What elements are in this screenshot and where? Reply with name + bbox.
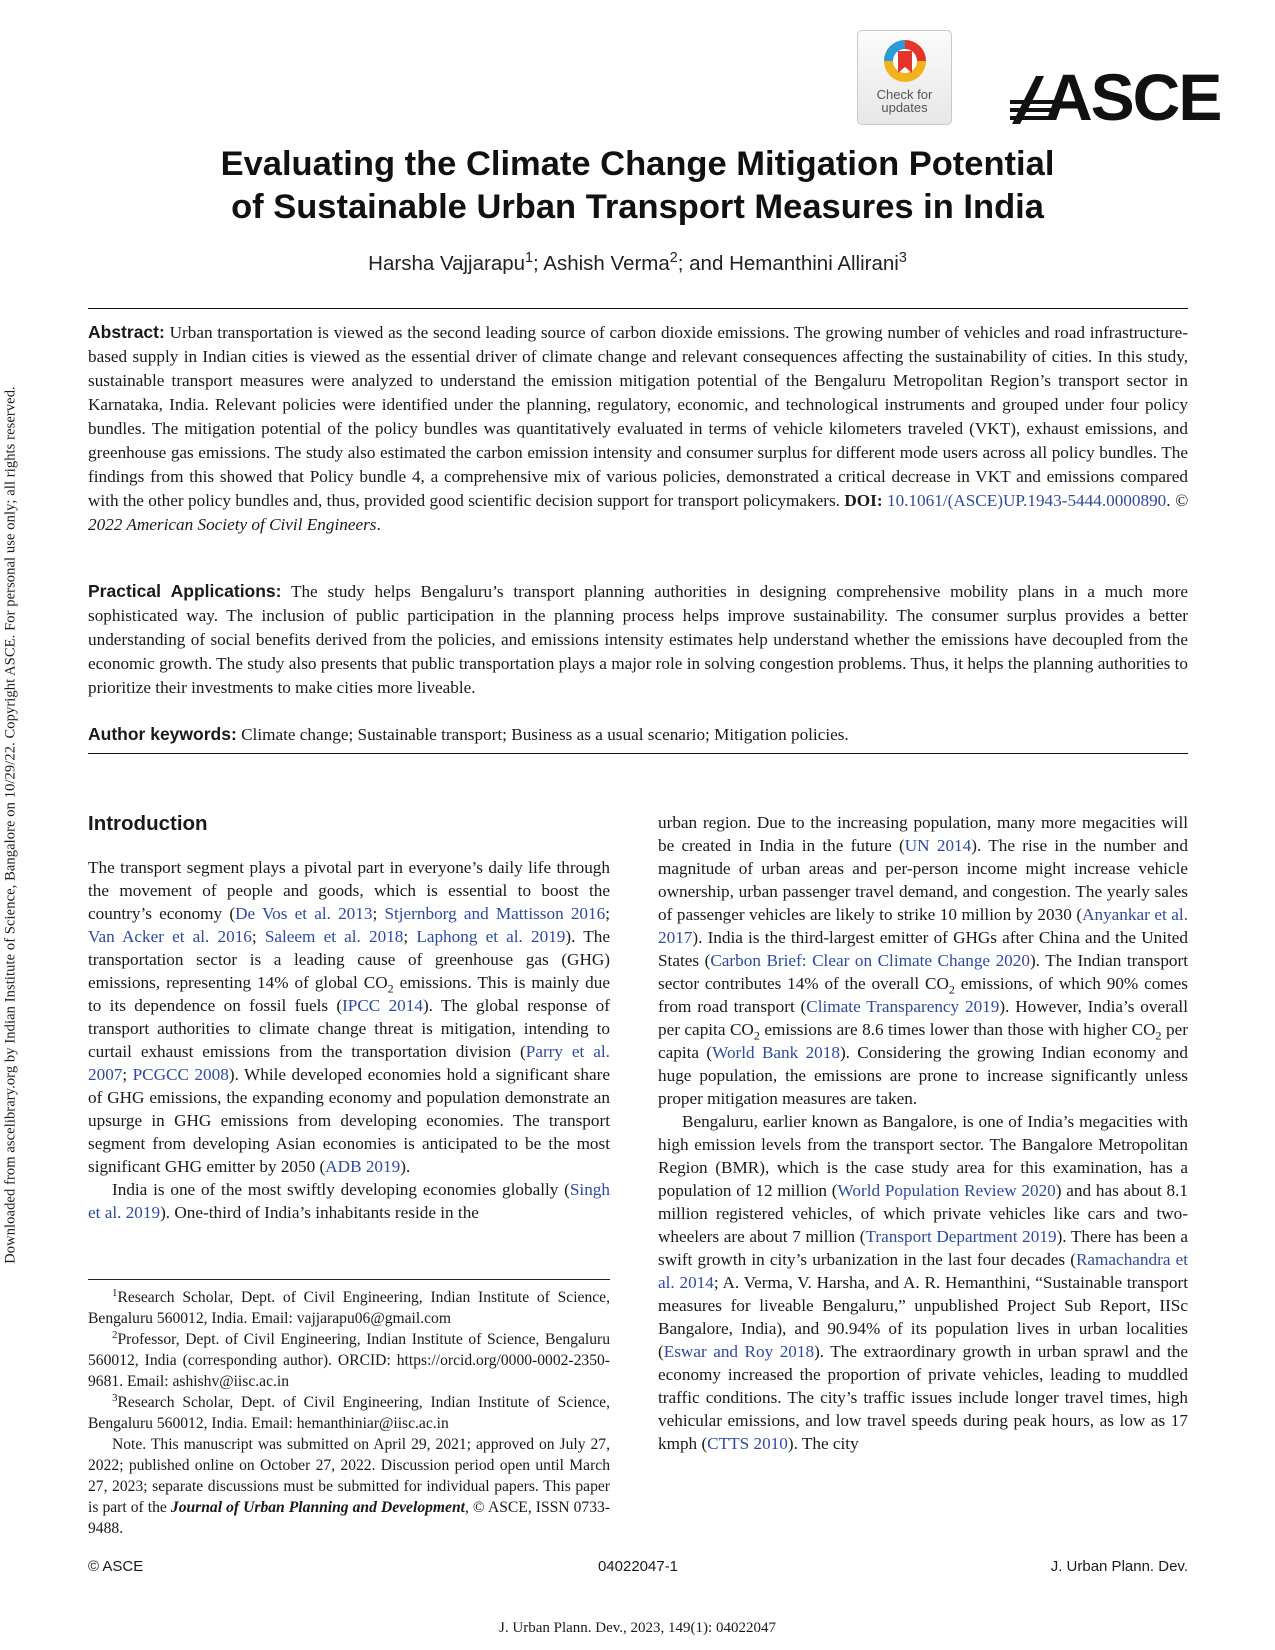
text-run: ). The transportation sector is a leading cause of greenhouse gas (GHG) emissions, representing 14% of global CO — [88, 927, 610, 992]
text-run: ). However, India’s overall per capita CO — [658, 997, 1188, 1039]
author-keywords — [88, 722, 1188, 747]
citation-link[interactable]: World Bank 2018 — [712, 1043, 840, 1062]
text-run: emissions, of which 90% comes from road transport ( — [658, 974, 1188, 1016]
citation-link[interactable]: Climate Transparency 2019 — [806, 997, 1000, 1016]
text-run: ; — [122, 1065, 133, 1084]
citation-link[interactable]: ADB 2019 — [325, 1157, 401, 1176]
text-run: ; — [605, 904, 610, 923]
footnote — [88, 1329, 610, 1392]
paper-title-line-2: of Sustainable Urban Transport Measures in India — [231, 188, 1044, 226]
citation-link[interactable]: UN 2014 — [904, 836, 972, 855]
text-run: ). One-third of India’s inhabitants reside in the — [160, 1203, 479, 1222]
section-heading-introduction: Introduction — [88, 812, 208, 835]
crossmark-icon — [881, 37, 929, 87]
footnote-text: Research Scholar, Dept. of Civil Engineering, Indian Institute of Science, Bengaluru 560012, India. Email: hemanthiniar@iisc.ac.in — [88, 1394, 610, 1432]
citation-link[interactable]: Anyankar et al. 2017 — [658, 905, 1188, 947]
subscript: 2 — [753, 1028, 760, 1043]
asce-logo-text: ASCE — [1045, 60, 1221, 134]
footer-publisher: © ASCE — [88, 1558, 144, 1575]
author-name: Harsha Vajjarapu — [368, 252, 526, 275]
left-column — [88, 856, 610, 1224]
footnote-mark: 3 — [112, 1391, 118, 1404]
text-run: ). India is the third-largest emitter of GHGs after China and the United States ( — [658, 928, 1188, 970]
doi-label: DOI: — [844, 491, 883, 510]
text-run: ). There has been a swift growth in city’s urbanization in the last four decades ( — [658, 1227, 1188, 1269]
citation-link[interactable]: PCGCC 2008 — [132, 1065, 229, 1084]
footer-article-number: 04022047-1 — [597, 1558, 679, 1575]
subscript: 2 — [387, 981, 394, 996]
footnote — [88, 1287, 610, 1329]
text-run: ). The extraordinary growth in urban sprawl and the economy increased the proportion of private vehicles, leading to muddled traffic conditions. The city’s traffic issues include longer travel times, high vehicular emissions, and low travel speeds during peak hours, as low as 17 kmph ( — [658, 1342, 1189, 1453]
author-keywords-body: Climate change; Sustainable transport; Business as a usual scenario; Mitigation policies. — [241, 725, 849, 744]
text-run: ; — [251, 927, 265, 946]
practical-applications-heading: Practical Applications: — [88, 581, 282, 601]
citation-link[interactable]: Laphong et al. 2019 — [416, 927, 566, 946]
author-separator: ; — [533, 252, 544, 275]
author-affiliation-mark: 1 — [525, 250, 534, 267]
footnote-text: , © ASCE, ISSN 0733-9488. — [88, 1499, 611, 1537]
author-affiliation-mark: 3 — [898, 250, 907, 267]
citation-link[interactable]: Transport Department 2019 — [865, 1227, 1057, 1246]
paragraph — [658, 1110, 1188, 1455]
subscript: 2 — [948, 982, 955, 997]
text-run: ). — [400, 1157, 411, 1176]
bottom-citation: J. Urban Plann. Dev., 2023, 149(1): 04022047 — [499, 1620, 776, 1636]
author-name: Ashish Verma — [543, 252, 670, 275]
citation-link[interactable]: Stjernborg and Mattisson 2016 — [384, 904, 606, 923]
text-run: ). The city — [787, 1434, 859, 1453]
check-for-updates-button[interactable] — [857, 30, 952, 125]
citation-link[interactable]: CTTS 2010 — [707, 1434, 788, 1453]
author-list — [120, 252, 1155, 276]
check-for-updates-label: Check for updates — [876, 87, 933, 115]
text-run: urban region. Due to the increasing population, many more megacities will be created in India in the future ( — [658, 813, 1188, 855]
text-run: The transport segment plays a pivotal part in everyone’s daily life through the movement of people and goods, which is essential to boost the country’s economy ( — [88, 858, 610, 923]
citation-link[interactable]: Singh et al. 2019 — [88, 1180, 610, 1222]
citation-link[interactable]: Parry et al. 2007 — [88, 1042, 610, 1084]
paragraph — [88, 856, 610, 1178]
citation-link[interactable]: Ramachandra et al. 2014 — [658, 1250, 1188, 1292]
text-run: ; — [403, 927, 417, 946]
footnotes — [88, 1287, 610, 1539]
text-run: ; A. Verma, V. Harsha, and A. R. Hemanthini, “Sustainable transport measures for liveable Bengaluru,” unpublished Project Sub Report, IISc Bangalore, India), and 90.94% of its population lives in urban localities ( — [658, 1273, 1189, 1361]
text-run: ). The Indian transport sector contributes 14% of the overall CO — [658, 951, 1189, 993]
download-notice-text: Downloaded from ascelibrary.org by Indian Institute of Science, Bangalore on 10/29/22. Copyright ASCE. For personal use only; all rights reserved. — [2, 386, 19, 1264]
citation-link[interactable]: De Vos et al. 2013 — [235, 904, 373, 923]
journal-name: Journal of Urban Planning and Development — [170, 1499, 465, 1516]
practical-applications-body: The study helps Bengaluru’s transport planning authorities in designing comprehensive mobility plans in a much more sophisticated way. The inclusion of public participation in the planning process helps improve sustainability. The consumer surplus provides a better understanding of social benefits derived from the policies, and emissions intensity estimates help understand whether the emissions have decoupled from the economic growth. The study also presents that public transportation plays a major role in solving congestion problems. Thus, it helps the planning authorities to prioritize their investments to make cities more liveable. — [88, 582, 1188, 697]
asce-logo — [1010, 60, 1221, 134]
keywords-divider — [88, 753, 1188, 754]
paragraph — [658, 811, 1188, 1110]
citation-link[interactable]: Carbon Brief: Clear on Climate Change 2020 — [710, 951, 1030, 970]
author-affiliation-mark: 2 — [669, 250, 678, 267]
footnote-mark: 1 — [112, 1286, 118, 1299]
citation-link[interactable]: World Population Review 2020 — [837, 1181, 1056, 1200]
doi-link[interactable]: 10.1061/(ASCE)UP.1943-5444.0000890 — [886, 491, 1167, 510]
footnote-text: Professor, Dept. of Civil Engineering, Indian Institute of Science, Bengaluru 560012, India (corresponding author). ORCID: https://orcid.org/0000-0002-2350-9681. Email: ashishv@iisc.ac.in — [88, 1331, 610, 1390]
footer-journal: J. Urban Plann. Dev. — [1050, 1558, 1188, 1575]
footnote-text: Note. This manuscript was submitted on April 29, 2021; approved on July 27, 2022; published online on October 27, 2022. Discussion period open until March 27, 2023; separate discussions must be submitted for individual papers. This paper is part of the — [88, 1436, 610, 1516]
copyright-notice: © 2022 American Society of Civil Engineers — [88, 491, 1189, 534]
text-run: India is one of the most swiftly developing economies globally ( — [112, 1180, 570, 1199]
text-run: ; — [372, 904, 385, 923]
abstract-body: Urban transportation is viewed as the second leading source of carbon dioxide emissions. The growing number of vehicles and road infrastructure-based supply in Indian cities is viewed as the essential driver of climate change and relevant consequences affecting the sustainability of cities. In this study, sustainable transport measures were analyzed to understand the emission mitigation potential of the Bengaluru Metropolitan Region’s transport sector in Karnataka, India. Relevant policies were identified under the planning, regulatory, economic, and technological instruments and grouped under four policy bundles. The mitigation potential of the policy bundles was quantitatively evaluated in terms of vehicle kilometers traveled (VKT), exhaust emissions, and greenhouse gas emissions. The study also estimated the carbon emission intensity and consumer surplus for different mode users across all policy bundles. The findings from this showed that Policy bundle 4, a comprehensive mix of various policies, demonstrated a critical decrease in VKT and emissions compared with the other policy bundles and, thus, provided good scientific decision support for transport policymakers. — [88, 323, 1189, 510]
citation-link[interactable]: Eswar and Roy 2018 — [663, 1342, 815, 1361]
citation-link[interactable]: Van Acker et al. 2016 — [88, 927, 252, 946]
text-run: ). The global response of transport authorities to climate change threat is mitigation, intending to curtail exhaust emissions from the transportation division ( — [88, 996, 610, 1061]
text-run: emissions. This is mainly due to its dependence on fossil fuels ( — [88, 973, 610, 1015]
right-column — [658, 811, 1188, 1455]
text-run: ). The rise in the number and magnitude of urban areas and per-person income might increase vehicle ownership, urban passenger travel demand, and congestion. The yearly sales of passenger vehicles are likely to strike 10 million by 2030 ( — [658, 836, 1188, 924]
footnote-mark: 2 — [112, 1328, 118, 1341]
text-run: emissions are 8.6 times lower than those with higher CO — [759, 1020, 1156, 1039]
text-run: Bengaluru, earlier known as Bangalore, is one of India’s megacities with high emission levels from the transport sector. The Bangalore Metropolitan Region (BMR), which is the case study area for this examination, has a population of 12 million ( — [658, 1112, 1188, 1200]
text-run: ). Considering the growing Indian economy and huge population, the emissions are prone to increase significantly unless proper mitigation measures are taken. — [658, 1043, 1188, 1108]
download-notice — [4, 330, 18, 1320]
text-run: ) and has about 8.1 million registered vehicles, of which private vehicles like cars and two-wheelers are about 7 million ( — [658, 1181, 1188, 1246]
abstract-heading: Abstract: — [88, 322, 165, 342]
practical-applications — [88, 579, 1188, 700]
text-run: per capita ( — [658, 1020, 1188, 1062]
subscript: 2 — [1155, 1028, 1162, 1043]
abstract: Abstract: Urban transportation is viewed as the second leading source of carbon dioxide emissions. The growing number of vehicles and road infrastructure-based supply in Indian cities is viewed as the essential driver of climate change and relevant consequences affecting the sustainability of cities. In this study, sustainable transport measures were analyzed to understand the emission mitigation potential of the Bengaluru Metropolitan Region’s transport sector in Karnataka, India. Relevant policies were identified under the planning, regulatory, economic, and technological instruments and grouped under four policy bundles. The mitigation potential of the policy bundles was quantitatively evaluated in terms of vehicle kilometers traveled (VKT), exhaust emissions, and greenhouse gas emissions. The study also estimated the carbon emission intensity and consumer surplus for different mode users across all policy bundles. The findings from this showed that Policy bundle 4, a comprehensive mix of various policies, demonstrated a critical decrease in VKT and emissions compared with the other policy bundles and, thus, provided good scientific decision support for transport policymakers. DOI: 10.1061/(ASCE)UP.1943-5444.0000890. © 2022 American Society of Civil Engineers. — [88, 322, 1189, 534]
footnote-divider — [88, 1279, 610, 1280]
paper-title-line-1: Evaluating the Climate Change Mitigation Potential — [220, 145, 1055, 183]
author-name: Hemanthini Allirani — [729, 252, 899, 275]
paper-title — [120, 143, 1155, 229]
text-run: ). While developed economies hold a significant share of GHG emissions, the expanding economy and population demonstrate an upsurge in GHG emissions from developing economies. The transport segment from developing Asian economies is anticipated to be the most significant GHG emitter by 2050 ( — [88, 1065, 610, 1176]
paragraph — [88, 1178, 610, 1224]
author-keywords-heading: Author keywords: — [88, 724, 237, 744]
manuscript-note — [88, 1434, 610, 1539]
citation-link[interactable]: IPCC 2014 — [342, 996, 423, 1015]
author-separator: ; and — [677, 252, 730, 275]
footnote — [88, 1392, 610, 1434]
header-divider — [88, 308, 1188, 309]
citation-link[interactable]: Saleem et al. 2018 — [264, 927, 404, 946]
footnote-text: Research Scholar, Dept. of Civil Engineering, Indian Institute of Science, Bengaluru 560012, India. Email: vajjarapu06@gmail.com — [88, 1289, 610, 1327]
